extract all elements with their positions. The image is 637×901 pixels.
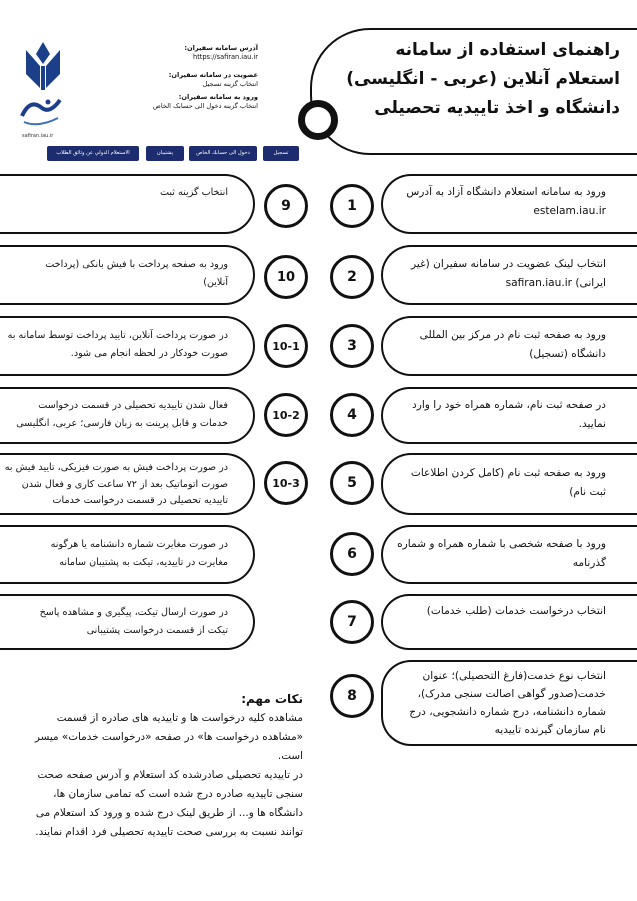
membership-value: انتخاب گزینه تسجیل — [202, 80, 258, 88]
step-9-number: 9 — [264, 184, 308, 228]
step-10-2-number: 10-2 — [264, 393, 308, 437]
notes-title: نکات مهم: — [241, 692, 303, 706]
step-9-box — [0, 174, 255, 234]
step-10-1-number: 10-1 — [264, 324, 308, 368]
step-4-number: 4 — [330, 393, 374, 437]
step-6-note-text: در صورت مغایرت شماره دانشنامه یا هرگونه مغایرت در تاییدیه، تیکت به پشتیبان سامانه — [50, 539, 228, 568]
step-1-number: 1 — [330, 184, 374, 228]
page-title: راهنمای استفاده از سامانه استعلام آنلاین (عربی - انگلیسی) دانشگاه و اخذ تاییدیه تحصیلی — [346, 40, 620, 118]
address-label: آدرس سامانه سفیران: — [184, 44, 258, 52]
login-value: انتخاب گزینه دخول الی حسابک الخاص — [152, 102, 258, 110]
step-10-3-text: در صورت پرداخت فیش به صورت فیزیکی، تایید فیش به صورت اتوماتیک بعد از ۷۲ ساعت کاری و فعال شدن تاییدیه تحصیلی در قسمت درخواست خدمات — [4, 462, 228, 506]
step-4-text: در صفحه ثبت نام، شماره همراه خود را وارد نمایید. — [412, 399, 606, 430]
step-10-1-text: در صورت پرداخت آنلاین، تایید پرداخت توسط سامانه به صورت خودکار در لحظه انجام می شود. — [7, 330, 228, 359]
login-button[interactable]: دخول الى حسابك الخاص — [189, 146, 257, 161]
step-10-number: 10 — [264, 255, 308, 299]
safiran-logo-icon — [18, 92, 64, 132]
step-2-text: انتخاب لینک عضویت در سامانه سفیران (غیر ایرانی) safiran.iau.ir — [411, 258, 606, 289]
azad-university-logo-icon — [20, 40, 66, 92]
address-value: https://safiran.iau.ir — [193, 53, 258, 61]
register-button[interactable]: تسجیل — [263, 146, 299, 161]
logo-caption: safiran.iau.ir — [22, 133, 54, 139]
notes-paragraph-2: در تاییدیه تحصیلی صادرشده کد استعلام و آدرس صفحه صحت سنجی تاییدیه صادره درج شده است که تمامی سازمان ها، دانشگاه ها و... از طریق لینک درج شده و ورود کد استعلام می توانند نسبت به بررسی صحت تاییدیه تحصیلی فرد اقدام نمایند. — [35, 769, 303, 838]
step-5-number: 5 — [330, 461, 374, 505]
step-1-text: ورود به سامانه استعلام دانشگاه آزاد به آدرس estelam.iau.ir — [406, 186, 606, 217]
step-7-number: 7 — [330, 600, 374, 644]
support-button[interactable]: پشتیبان — [146, 146, 184, 161]
step-10-3-number: 10-3 — [264, 461, 308, 505]
notes-paragraph-1: مشاهده کلیه درخواست ها و تاییدیه های صادره از قسمت «مشاهده درخواست ها» در صفحه «درخواست خدمات» میسر است. — [34, 712, 303, 762]
step-8-text: انتخاب نوع خدمت(فارغ التحصیلی)؛ عنوان خدمت(صدور گواهی اصالت سنجی مدرک)، شماره دانشنامه، درج شماره دانشجویی، درج نام سازمان گیرنده تاییدیه — [409, 670, 606, 736]
step-6-text: ورود با صفحه شخصی با شماره همراه و شماره گذرنامه — [397, 538, 606, 569]
title-bullet-icon — [298, 100, 338, 140]
step-8-number: 8 — [330, 674, 374, 718]
step-7-note-text: در صورت ارسال تیکت، پیگیری و مشاهده پاسخ تیکت از قسمت درخواست پشتیبانی — [39, 607, 228, 636]
step-9-text: انتخاب گزینه ثبت — [159, 187, 228, 198]
step-3-text: ورود به صفحه ثبت نام در مرکز بین المللی دانشگاه (تسجیل) — [419, 329, 606, 360]
step-2-number: 2 — [330, 255, 374, 299]
step-10-2-text: فعال شدن تاییدیه تحصیلی در قسمت درخواست خدمات و قابل پرینت به زبان فارسی؛ عربی، انگلیسی — [16, 400, 228, 429]
step-10-text: ورود به صفحه پرداخت با فیش بانکی (پرداخت آنلاین) — [45, 259, 228, 288]
step-6-number: 6 — [330, 532, 374, 576]
membership-label: عضویت در سامانه سفیران: — [168, 71, 258, 79]
important-notes — [18, 690, 303, 842]
step-5-text: ورود به صفحه ثبت نام (کامل کردن اطلاعات ثبت نام) — [410, 467, 606, 498]
step-3-number: 3 — [330, 324, 374, 368]
step-7-text: انتخاب درخواست خدمات (طلب خدمات) — [426, 605, 606, 617]
safiran-info — [140, 44, 258, 111]
login-label: ورود به سامانه سفیران: — [178, 93, 258, 101]
intl-verification-button[interactable]: الاستعلام الدولي عن وثائق الطلاب — [47, 146, 139, 161]
